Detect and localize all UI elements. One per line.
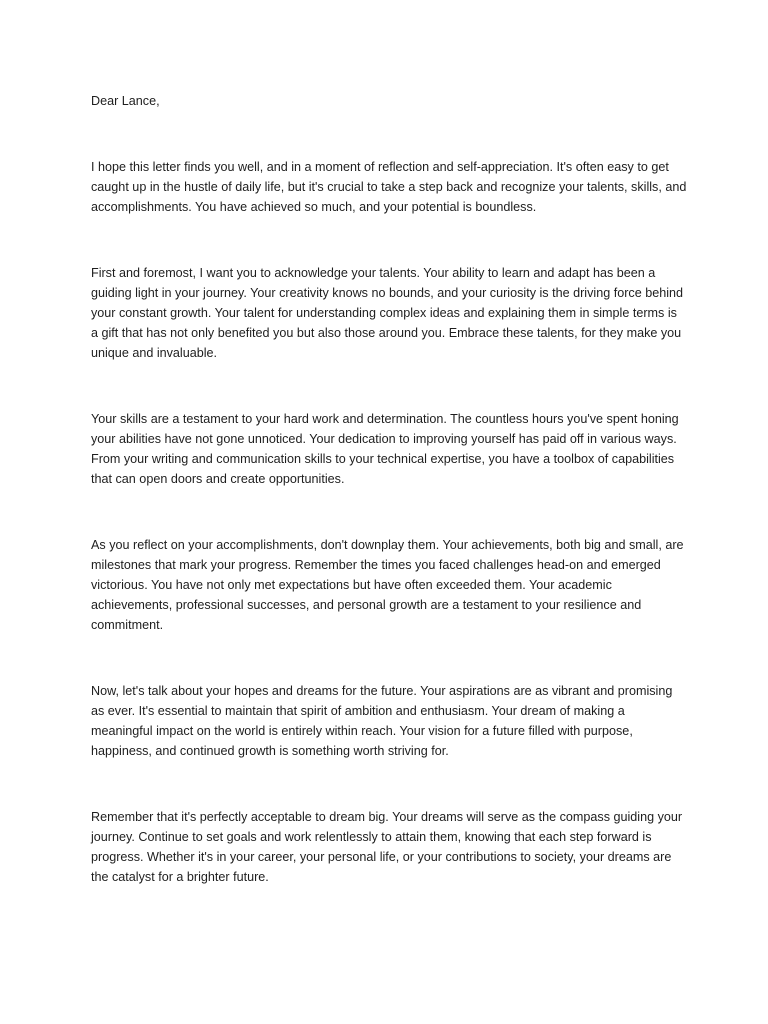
paragraph-talents: First and foremost, I want you to acknowledge your talents. Your ability to learn and adapt has been a guiding light in your journey. Your creativity knows no bounds, and your curiosity is the driving force behind your constant growth. Your talent for understanding complex ideas and explaining them in simple terms is a gift that has not only benefited you but also those around you. Embrace these talents, for they make you unique and invaluable. xyxy=(91,266,684,360)
paragraph-skills: Your skills are a testament to your hard work and determination. The countless hours you've spent honing your abilities have not gone unnoticed. Your dedication to improving yourself has paid off in various ways. From your writing and communication skills to your technical expertise, you have a toolbox of capabilities that can open doors and create opportunities. xyxy=(91,412,679,486)
letter-body xyxy=(91,91,687,887)
paragraph-accomplishments: As you reflect on your accomplishments, don't downplay them. Your achievements, both big and small, are milestones that mark your progress. Remember the times you faced challenges head-on and emerged victorious. You have not only met expectations but have often exceeded them. Your academic achievements, professional successes, and personal growth are a testament to your resilience and commitment. xyxy=(91,538,684,632)
salutation: Dear Lance, xyxy=(91,94,160,108)
paragraph-intro: I hope this letter finds you well, and in a moment of reflection and self-appreciation. It's often easy to get caught up in the hustle of daily life, but it's crucial to take a step back and recognize your talents, skills, and accomplishments. You have achieved so much, and your potential is boundless. xyxy=(91,160,687,214)
paragraph-hopes-dreams: Now, let's talk about your hopes and dreams for the future. Your aspirations are as vibrant and promising as ever. It's essential to maintain that spirit of ambition and enthusiasm. Your dream of making a meaningful impact on the world is entirely within reach. Your vision for a future filled with purpose, happiness, and continued growth is something worth striving for. xyxy=(91,684,673,758)
paragraph-dream-big: Remember that it's perfectly acceptable to dream big. Your dreams will serve as the compass guiding your journey. Continue to set goals and work relentlessly to attain them, knowing that each step forward is progress. Whether it's in your career, your personal life, or your contributions to society, your dreams are the catalyst for a brighter future. xyxy=(91,810,683,884)
